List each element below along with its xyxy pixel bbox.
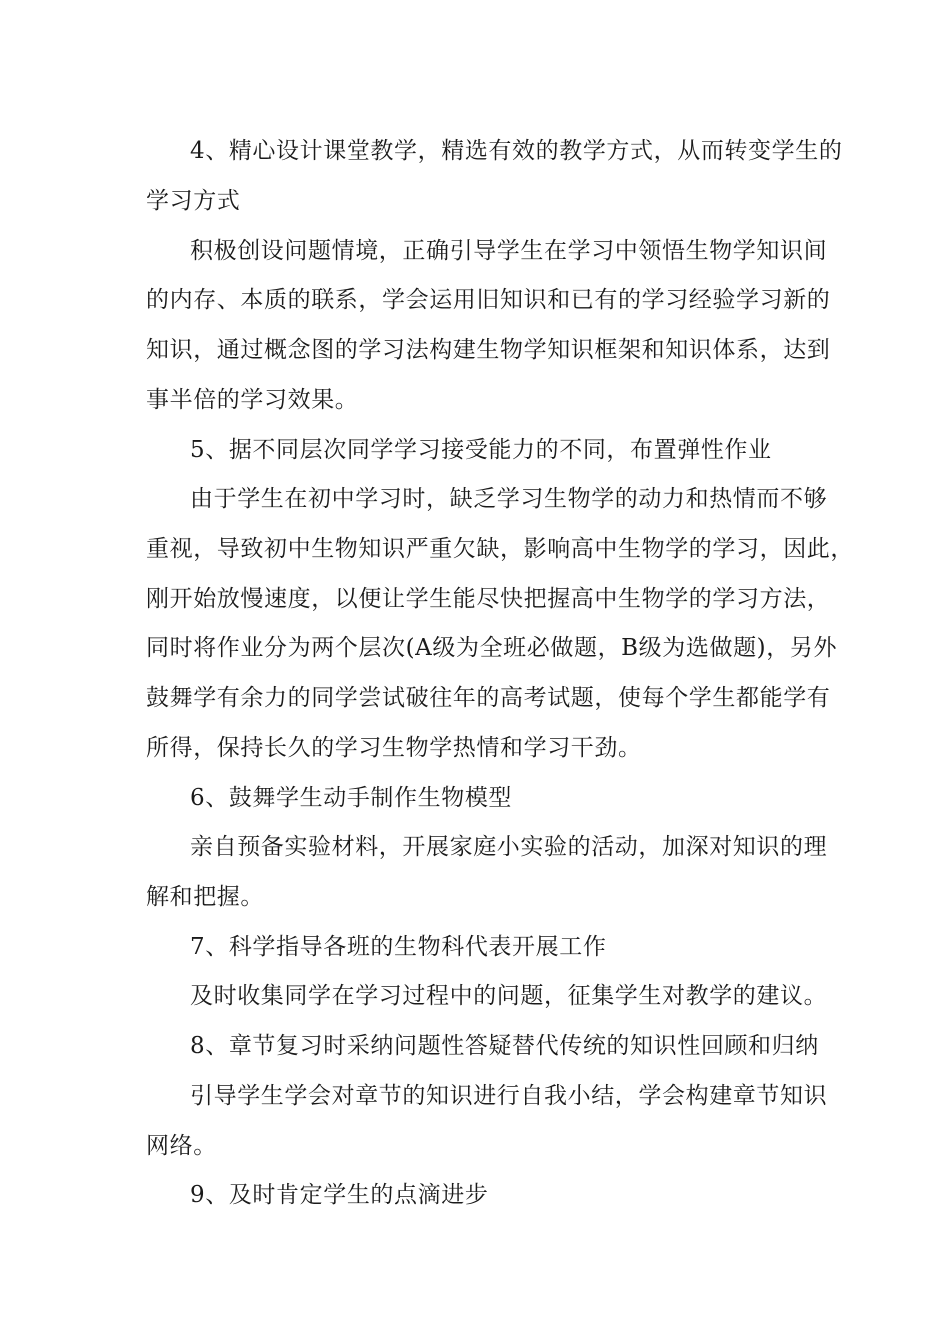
paragraph-line: 的内存、本质的联系，学会运用旧知识和已有的学习经验学习新的	[146, 287, 831, 313]
heading-item-4-line-1: 4、精心设计课堂教学，精选有效的教学方式，从而转变学生的	[190, 138, 843, 164]
paragraph-line: 鼓舞学有余力的同学尝试破往年的高考试题，使每个学生都能学有	[146, 685, 831, 711]
paragraph-line: 重视，导致初中生物知识严重欠缺，影响高中生物学的学习，因此，	[146, 536, 854, 562]
paragraph-line: 刚开始放慢速度，以便让学生能尽快把握高中生物学的学习方法，	[146, 586, 831, 612]
heading-item-4-line-2: 学习方式	[146, 188, 241, 214]
heading-item-6: 6、鼓舞学生动手制作生物模型	[190, 785, 513, 811]
paragraph-line: 所得，保持长久的学习生物学热情和学习干劲。	[146, 735, 642, 761]
paragraph-line: 解和把握。	[146, 884, 264, 910]
paragraph-line: 知识，通过概念图的学习法构建生物学知识框架和知识体系，达到	[146, 337, 831, 363]
paragraph-line: 同时将作业分为两个层次(A级为全班必做题，B级为选做题)，另外	[146, 635, 838, 661]
paragraph-line: 网络。	[146, 1133, 217, 1159]
heading-item-9: 9、及时肯定学生的点滴进步	[190, 1182, 489, 1208]
paragraph-line: 由于学生在初中学习时，缺乏学习生物学的动力和热情而不够	[190, 486, 828, 512]
paragraph-line: 事半倍的学习效果。	[146, 387, 359, 413]
heading-item-7: 7、科学指导各班的生物科代表开展工作	[190, 934, 607, 960]
heading-item-5: 5、据不同层次同学学习接受能力的不同，布置弹性作业	[190, 437, 772, 463]
paragraph-line: 引导学生学会对章节的知识进行自我小结，学会构建章节知识	[190, 1083, 828, 1109]
paragraph-line: 积极创设问题情境，正确引导学生在学习中领悟生物学知识间	[190, 238, 828, 264]
heading-item-8: 8、章节复习时采纳问题性答疑替代传统的知识性回顾和归纳	[190, 1033, 819, 1059]
paragraph-line: 及时收集同学在学习过程中的问题，征集学生对教学的建议。	[190, 983, 828, 1009]
paragraph-line: 亲自预备实验材料，开展家庭小实验的活动，加深对知识的理	[190, 834, 828, 860]
